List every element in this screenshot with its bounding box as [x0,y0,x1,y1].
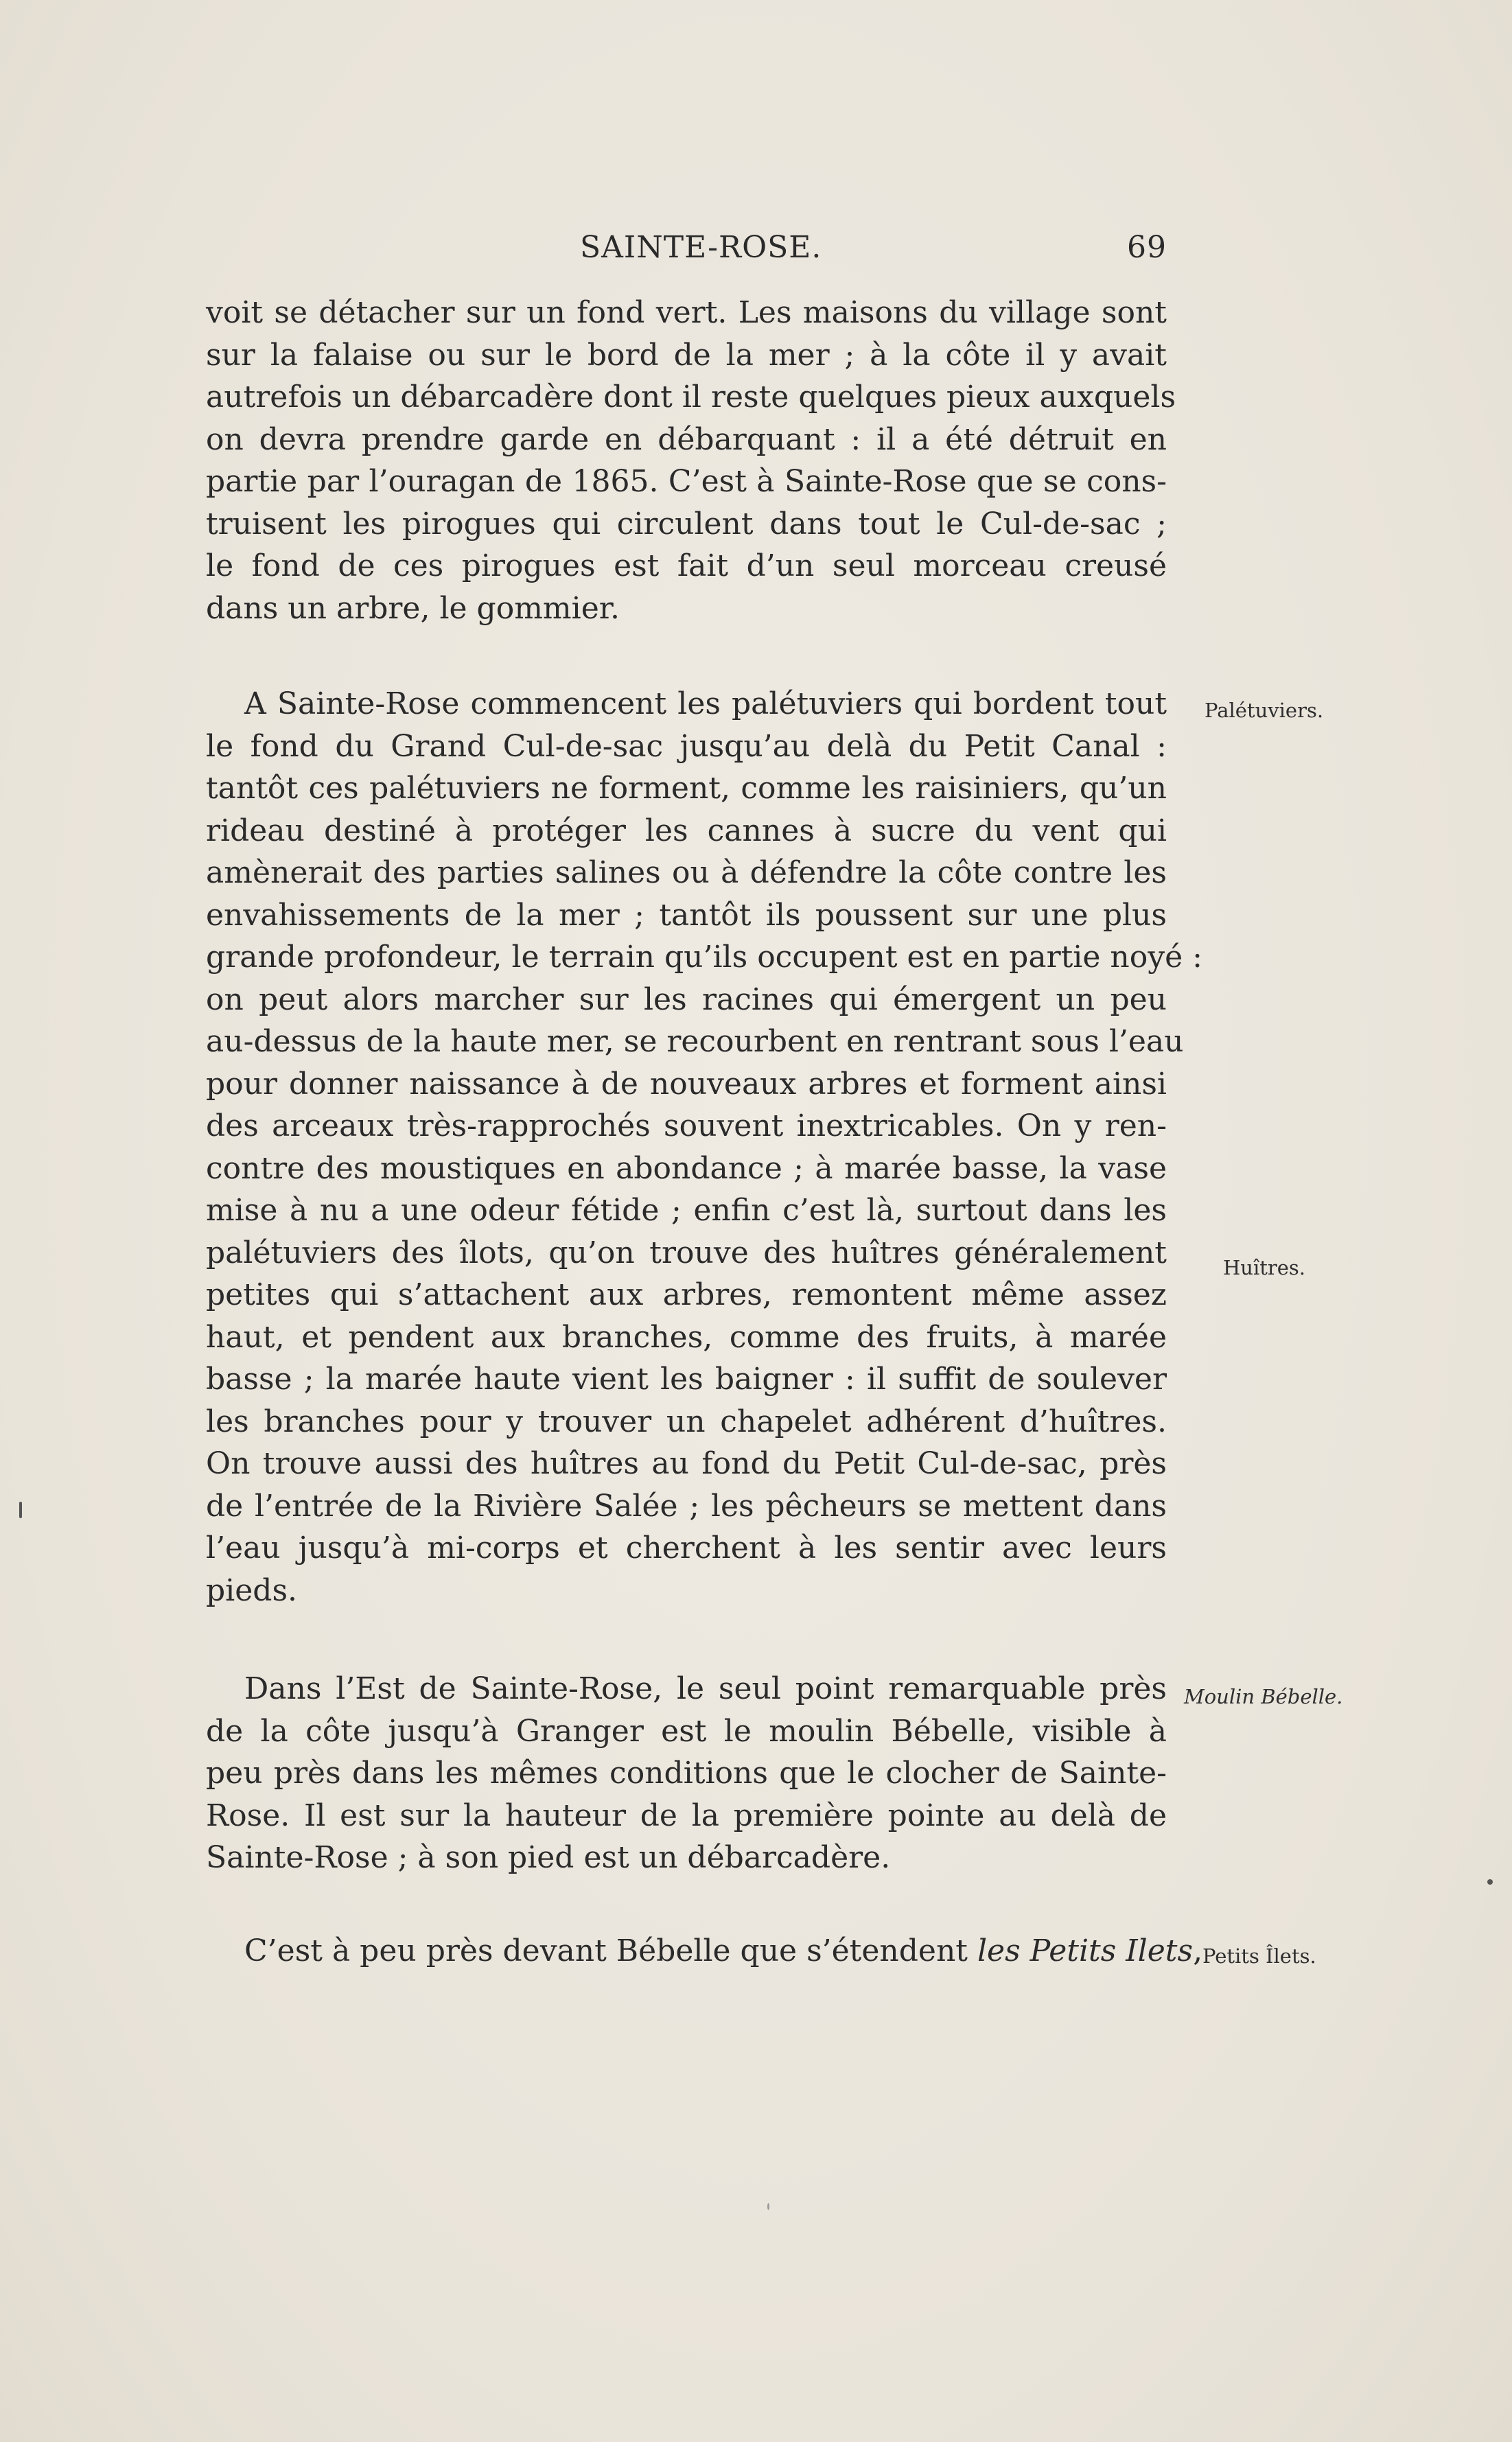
text-line: haut, et pendent aux branches, comme des fruits, à marée [206,1319,1167,1355]
text-line: rideau destiné à protéger les cannes à sucre du vent qui [206,813,1167,848]
text-line: l’eau jusqu’à mi-corps et cherchent à les sentir avec leurs [206,1531,1167,1566]
text-line: peu près dans les mêmes conditions que le clocher de Sainte- [206,1756,1167,1791]
margin-note-huitres: Huîtres. [1223,1256,1306,1279]
text-line: Rose. Il est sur la hauteur de la première pointe au delà de [206,1798,1167,1833]
text-line: le fond de ces pirogues est fait d’un seul morceau creusé [206,548,1167,583]
text-line [206,1930,1203,1973]
margin-note-moulin-bebelle: Moulin Bébelle. [1184,1685,1343,1708]
page-number: 69 [1127,230,1167,265]
text-line: truisent les pirogues qui circulent dans tout le Cul-de-sac ; [206,506,1167,542]
text-line: partie par l’ouragan de 1865. C’est à Sainte-Rose que se cons- [206,464,1167,499]
text-line: dans un arbre, le gommier. [206,590,620,626]
text-line: envahissements de la mer ; tantôt ils poussent sur une plus [206,897,1167,933]
paragraph-1 [206,292,1176,629]
text-line: les branches pour y trouver un chapelet adhérent d’huîtres. [206,1404,1167,1439]
text-line: grande profondeur, le terrain qu’ils occupent est en partie noyé : [206,940,1202,975]
paper-blemish [19,1502,22,1518]
paper-blemish [767,2203,769,2210]
text-line: mise à nu a une odeur fétide ; enfin c’est là, surtout dans les [206,1193,1167,1228]
text-run: , [1193,1933,1203,1968]
paragraph-3 [206,1668,1167,1879]
text-line: amènerait des parties salines ou à défendre la côte contre les [206,855,1167,890]
text-line: On trouve aussi des huîtres au fond du Petit Cul-de-sac, près [206,1446,1167,1481]
text-line: voit se détacher sur un fond vert. Les maisons du village sont [206,295,1167,330]
paper-blemish [1487,1879,1493,1885]
margin-note-paletuviers: Palétuviers. [1205,699,1324,722]
text-run: C’est à peu près devant Bébelle que s’étendent [244,1933,977,1968]
text-line: basse ; la marée haute vient les baigner : il suffit de soulever [206,1362,1167,1397]
text-line: Dans l’Est de Sainte-Rose, le seul point remarquable près [244,1671,1167,1706]
text-line: contre des moustiques en abondance ; à marée basse, la vase [206,1150,1167,1186]
text-line: des arceaux très-rapprochés souvent inextricables. On y ren- [206,1108,1167,1143]
italic-place-name: les Petits Ilets [977,1933,1194,1968]
text-line: au-dessus de la haute mer, se recourbent en rentrant sous l’eau [206,1024,1184,1059]
text-line: de la côte jusqu’à Granger est le moulin Bébelle, visible à [206,1713,1167,1749]
text-line: on devra prendre garde en débarquant : il a été détruit en [206,421,1167,457]
running-header [206,230,1167,271]
paragraph-4 [206,1930,1203,1973]
text-line: A Sainte-Rose commencent les palétuviers qui bordent tout [244,686,1167,721]
text-line: le fond du Grand Cul-de-sac jusqu’au delà du Petit Canal : [206,728,1167,764]
text-line: autrefois un débarcadère dont il reste quelques pieux auxquels [206,380,1176,415]
text-line: Sainte-Rose ; à son pied est un débarcadère. [206,1840,891,1875]
text-line: sur la falaise ou sur le bord de la mer ; à la côte il y avait [206,337,1167,373]
paragraph-2 [206,683,1202,1612]
text-line: tantôt ces palétuviers ne forment, comme les raisiniers, qu’un [206,771,1167,806]
text-line: palétuviers des îlots, qu’on trouve des huîtres généralement [206,1235,1167,1270]
text-line: pieds. [206,1572,298,1608]
margin-note-petits-ilets: Petits Îlets. [1202,1944,1316,1968]
text-line: de l’entrée de la Rivière Salée ; les pêcheurs se mettent dans [206,1488,1167,1524]
text-line: petites qui s’attachent aux arbres, remontent même assez [206,1277,1167,1312]
running-title: SAINTE-ROSE. [580,230,822,265]
text-line: on peut alors marcher sur les racines qui émergent un peu [206,981,1167,1017]
text-line: pour donner naissance à de nouveaux arbres et forment ainsi [206,1066,1167,1102]
